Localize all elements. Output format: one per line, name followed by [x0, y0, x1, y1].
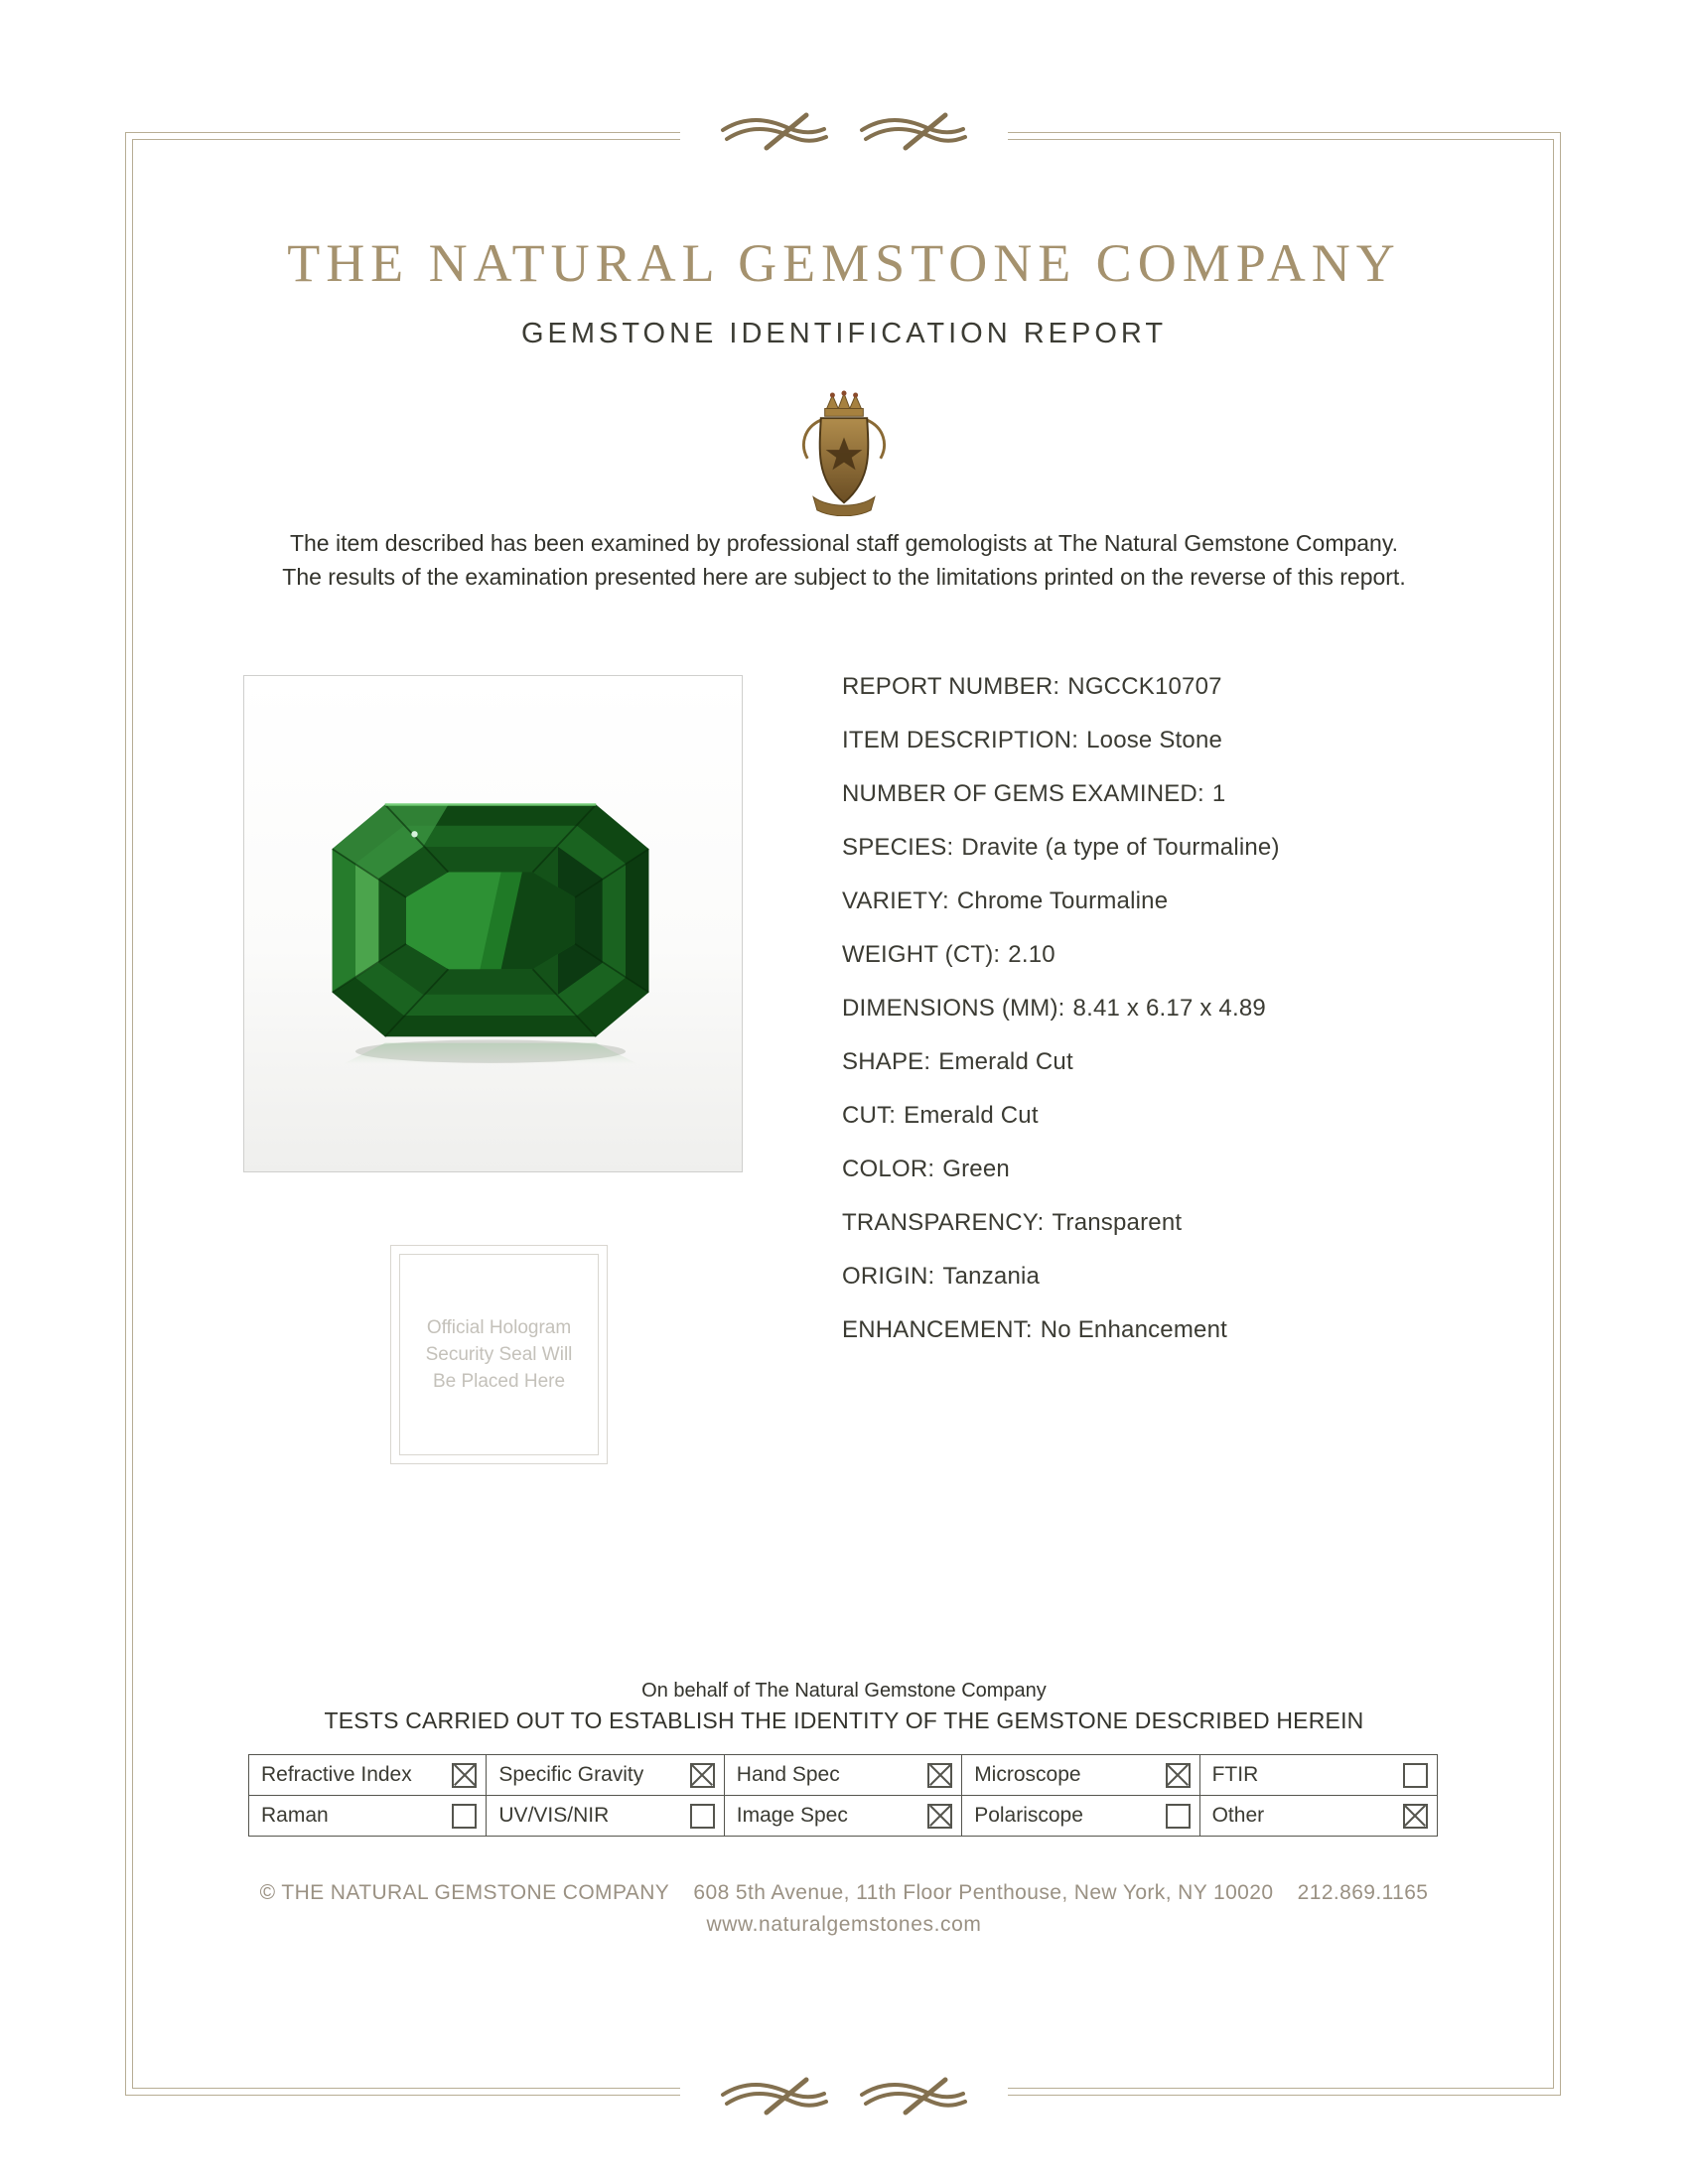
- field-label: CUT:: [842, 1102, 897, 1129]
- field-label: REPORT NUMBER:: [842, 673, 1060, 700]
- test-label: Refractive Index: [261, 1763, 412, 1786]
- test-label: Hand Spec: [736, 1763, 840, 1786]
- footer-website: www.naturalgemstones.com: [706, 1913, 982, 1936]
- field-value: Loose Stone: [1086, 727, 1223, 753]
- hologram-seal-box: [390, 1245, 608, 1464]
- bottom-flourish-ornament-icon: [680, 2071, 1008, 2122]
- field-value: Transparent: [1052, 1209, 1183, 1236]
- footer-contact-line: [0, 1881, 1688, 1905]
- field-value: Chrome Tourmaline: [956, 887, 1169, 914]
- field-value: Dravite (a type of Tourmaline): [961, 834, 1280, 861]
- footer-address: 608 5th Avenue, 11th Floor Penthouse, New York, NY 10020: [693, 1881, 1274, 1904]
- report-title: GEMSTONE IDENTIFICATION REPORT: [520, 318, 1168, 349]
- tests-heading: TESTS CARRIED OUT TO ESTABLISH THE IDENTITY OF THE GEMSTONE DESCRIBED HEREIN: [324, 1707, 1364, 1733]
- footer-phone: 212.869.1165: [1297, 1881, 1429, 1904]
- hologram-line-1: Official Hologram: [426, 1317, 572, 1338]
- footer-copyright: © THE NATURAL GEMSTONE COMPANY: [259, 1881, 670, 1904]
- field-enhancement: [842, 1303, 1280, 1357]
- field-dimensions: [842, 982, 1280, 1035]
- microscope-checkbox: [1166, 1763, 1191, 1788]
- image-spec-checkbox: [927, 1804, 952, 1829]
- field-value: No Enhancement: [1040, 1316, 1228, 1343]
- field-value: 8.41 x 6.17 x 4.89: [1072, 995, 1266, 1022]
- field-transparency: [842, 1196, 1280, 1250]
- field-weight: [842, 928, 1280, 982]
- test-ftir: [1200, 1755, 1438, 1796]
- polariscope-checkbox: [1166, 1804, 1191, 1829]
- tests-table: [248, 1754, 1438, 1837]
- test-label: Other: [1211, 1804, 1265, 1827]
- hand-spec-checkbox: [927, 1763, 952, 1788]
- uv-vis-nir-checkbox: [690, 1804, 715, 1829]
- raman-checkbox: [452, 1804, 477, 1829]
- intro-line-2: The results of the examination presented here are subject to the limitations printed on the reverse of this report.: [282, 564, 1406, 590]
- field-item-description: [842, 714, 1280, 767]
- top-flourish-ornament-icon: [680, 106, 1008, 158]
- gemstone-photo: [243, 675, 743, 1172]
- test-specific-gravity: [487, 1755, 724, 1796]
- field-number-of-gems: [842, 767, 1280, 821]
- test-label: Specific Gravity: [498, 1763, 644, 1786]
- field-report-number: [842, 660, 1280, 714]
- field-label: WEIGHT (CT):: [842, 941, 1001, 968]
- field-value: Emerald Cut: [904, 1102, 1039, 1129]
- field-origin: [842, 1250, 1280, 1303]
- hologram-line-2: Security Seal Will: [425, 1344, 573, 1365]
- test-refractive-index: [249, 1755, 487, 1796]
- field-color: [842, 1143, 1280, 1196]
- field-label: COLOR:: [842, 1156, 935, 1182]
- specific-gravity-checkbox: [690, 1763, 715, 1788]
- test-label: Raman: [261, 1804, 329, 1827]
- field-value: Emerald Cut: [938, 1048, 1073, 1075]
- report-fields: [842, 660, 1280, 1357]
- field-value: Green: [942, 1156, 1010, 1182]
- test-microscope: [962, 1755, 1199, 1796]
- field-cut: [842, 1089, 1280, 1143]
- test-uv-vis-nir: [487, 1796, 724, 1837]
- field-value: 1: [1211, 780, 1226, 807]
- test-label: Polariscope: [974, 1804, 1083, 1827]
- field-species: [842, 821, 1280, 875]
- hologram-line-3: Be Placed Here: [432, 1371, 566, 1392]
- test-label: Image Spec: [736, 1804, 848, 1827]
- field-label: ENHANCEMENT:: [842, 1316, 1033, 1343]
- hologram-seal-text: [399, 1254, 599, 1455]
- on-behalf-text: On behalf of The Natural Gemstone Company: [641, 1680, 1047, 1702]
- company-crest-icon: [786, 389, 902, 521]
- field-shape: [842, 1035, 1280, 1089]
- ftir-checkbox: [1403, 1763, 1428, 1788]
- green-emerald-cut-gem-illustration: [322, 783, 659, 1079]
- test-label: FTIR: [1211, 1763, 1259, 1786]
- other-checkbox: [1403, 1804, 1428, 1829]
- intro-text: [0, 526, 1688, 594]
- field-label: ORIGIN:: [842, 1263, 935, 1290]
- field-label: ITEM DESCRIPTION:: [842, 727, 1079, 753]
- field-value: 2.10: [1008, 941, 1055, 968]
- field-variety: [842, 875, 1280, 928]
- test-hand-spec: [725, 1755, 962, 1796]
- test-label: Microscope: [974, 1763, 1081, 1786]
- field-label: DIMENSIONS (MM):: [842, 995, 1065, 1022]
- intro-line-1: The item described has been examined by professional staff gemologists at The Natural Gemstone Company.: [289, 530, 1399, 556]
- test-label: UV/VIS/NIR: [498, 1804, 610, 1827]
- field-label: SHAPE:: [842, 1048, 931, 1075]
- field-value: NGCCK10707: [1067, 673, 1222, 700]
- test-polariscope: [962, 1796, 1199, 1837]
- field-label: VARIETY:: [842, 887, 949, 914]
- field-value: Tanzania: [942, 1263, 1041, 1290]
- test-image-spec: [725, 1796, 962, 1837]
- field-label: TRANSPARENCY:: [842, 1209, 1045, 1236]
- field-label: SPECIES:: [842, 834, 954, 861]
- test-raman: [249, 1796, 487, 1837]
- field-label: NUMBER OF GEMS EXAMINED:: [842, 780, 1204, 807]
- test-other: [1200, 1796, 1438, 1837]
- company-name: THE NATURAL GEMSTONE COMPANY: [287, 233, 1401, 293]
- refractive-index-checkbox: [452, 1763, 477, 1788]
